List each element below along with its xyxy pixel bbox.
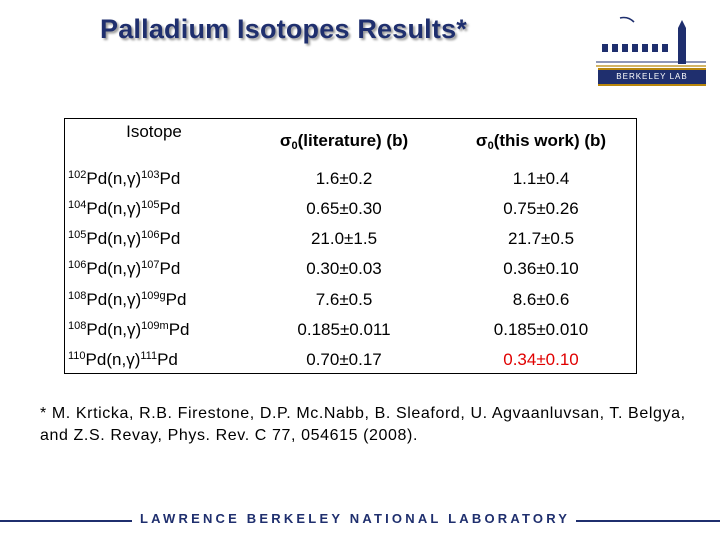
table-row: [64, 224, 638, 254]
this-work-value: 8.6±0.6: [512, 289, 570, 309]
header-this-work: [444, 118, 638, 164]
target-mass-number: 105: [68, 229, 87, 242]
this-work-value: 21.7±0.5: [507, 229, 575, 249]
product-mass-number: 103: [141, 169, 160, 182]
this-work-value: 1.1±0.4: [512, 169, 570, 189]
product-mass-number: 105: [141, 199, 160, 212]
target-mass-number: 110: [68, 349, 86, 362]
literature-value: 7.6±0.5: [315, 289, 373, 309]
table-row: [64, 254, 638, 284]
target-mass-number: 108: [68, 319, 87, 332]
literature-value: 0.65±0.30: [306, 199, 382, 219]
table-row: [64, 194, 638, 224]
this-work-value: 0.34±0.10: [503, 349, 579, 369]
target-element: Pd(n,: [86, 169, 127, 189]
target-element: Pd(n,: [86, 259, 127, 279]
table-header-row: [64, 118, 638, 164]
literature-value: 0.185±0.011: [297, 319, 391, 339]
isotope-reaction: [64, 345, 244, 375]
literature-value: 0.70±0.17: [306, 349, 382, 369]
product-mass-number: 111: [140, 349, 158, 362]
sigma-symbol: σ: [475, 131, 488, 150]
close-paren: ): [135, 199, 142, 219]
isotope-reaction: [64, 285, 244, 315]
header-this-work-label: (this work) (b): [493, 131, 607, 150]
gamma-symbol: γ: [127, 169, 136, 189]
gamma-symbol: γ: [127, 199, 136, 219]
sigma-subscript: 0: [487, 140, 494, 152]
product-mass-number: 106: [141, 229, 160, 242]
product-element: Pd: [159, 259, 181, 279]
isotope-table: [64, 118, 638, 375]
product-mass-number: 107: [141, 259, 160, 272]
gamma-symbol: γ: [127, 259, 136, 279]
table-row: [64, 345, 638, 375]
literature-value: 1.6±0.2: [315, 169, 373, 189]
table-row: [64, 164, 638, 194]
product-element: Pd: [165, 289, 187, 309]
gamma-symbol: γ: [126, 349, 135, 369]
target-element: Pd(n,: [86, 199, 127, 219]
close-paren: ): [135, 319, 142, 339]
literature-value: 21.0±1.5: [310, 229, 378, 249]
product-element: Pd: [159, 169, 181, 189]
product-element: Pd: [157, 349, 178, 369]
isotope-reaction: [64, 224, 244, 254]
product-mass-number: 109g: [141, 289, 166, 302]
product-mass-number: 109m: [141, 319, 169, 332]
product-element: Pd: [159, 229, 181, 249]
target-element: Pd(n,: [86, 289, 127, 309]
product-element: Pd: [168, 319, 190, 339]
target-mass-number: 108: [68, 289, 87, 302]
this-work-value: 0.75±0.26: [503, 199, 579, 219]
close-paren: ): [134, 349, 141, 369]
close-paren: ): [135, 229, 142, 249]
target-mass-number: 102: [68, 169, 87, 182]
table-row: [64, 315, 638, 345]
slide-title: Palladium Isotopes Results*: [100, 14, 467, 44]
gamma-symbol: γ: [127, 229, 136, 249]
sigma-subscript: 0: [291, 140, 298, 152]
target-element: Pd(n,: [86, 319, 127, 339]
this-work-value: 0.185±0.010: [493, 319, 589, 339]
literature-value: 0.30±0.03: [306, 259, 382, 279]
gamma-symbol: γ: [127, 289, 136, 309]
footer-rule-right: [576, 520, 720, 522]
isotope-reaction: [64, 254, 244, 284]
target-mass-number: 106: [68, 259, 87, 272]
isotope-reaction: [64, 164, 244, 194]
target-element: Pd(n,: [85, 349, 127, 369]
isotope-reaction: [64, 315, 244, 345]
header-isotope: Isotope: [126, 122, 182, 141]
header-literature: [244, 118, 444, 164]
target-mass-number: 104: [68, 199, 87, 212]
footer-lab-name: LAWRENCE BERKELEY NATIONAL LABORATORY: [140, 511, 571, 526]
close-paren: ): [135, 169, 142, 189]
close-paren: ): [135, 259, 142, 279]
this-work-value: 0.36±0.10: [503, 259, 579, 279]
isotope-reaction: [64, 194, 244, 224]
close-paren: ): [135, 289, 142, 309]
header-literature-label: (literature) (b): [297, 131, 409, 150]
product-element: Pd: [159, 199, 181, 219]
gamma-symbol: γ: [127, 319, 136, 339]
berkeley-lab-badge: BERKELEY LAB: [598, 68, 706, 86]
table-row: [64, 285, 638, 315]
sigma-symbol: σ: [279, 131, 292, 150]
footer-rule-left: [0, 520, 132, 522]
target-element: Pd(n,: [86, 229, 127, 249]
footnote-citation: * M. Krticka, R.B. Firestone, D.P. Mc.Nabb, B. Sleaford, U. Agvaanluvsan, T. Belgya, and Z.S. Revay, Phys. Rev. C 77, 054615 (2008).: [40, 405, 686, 444]
